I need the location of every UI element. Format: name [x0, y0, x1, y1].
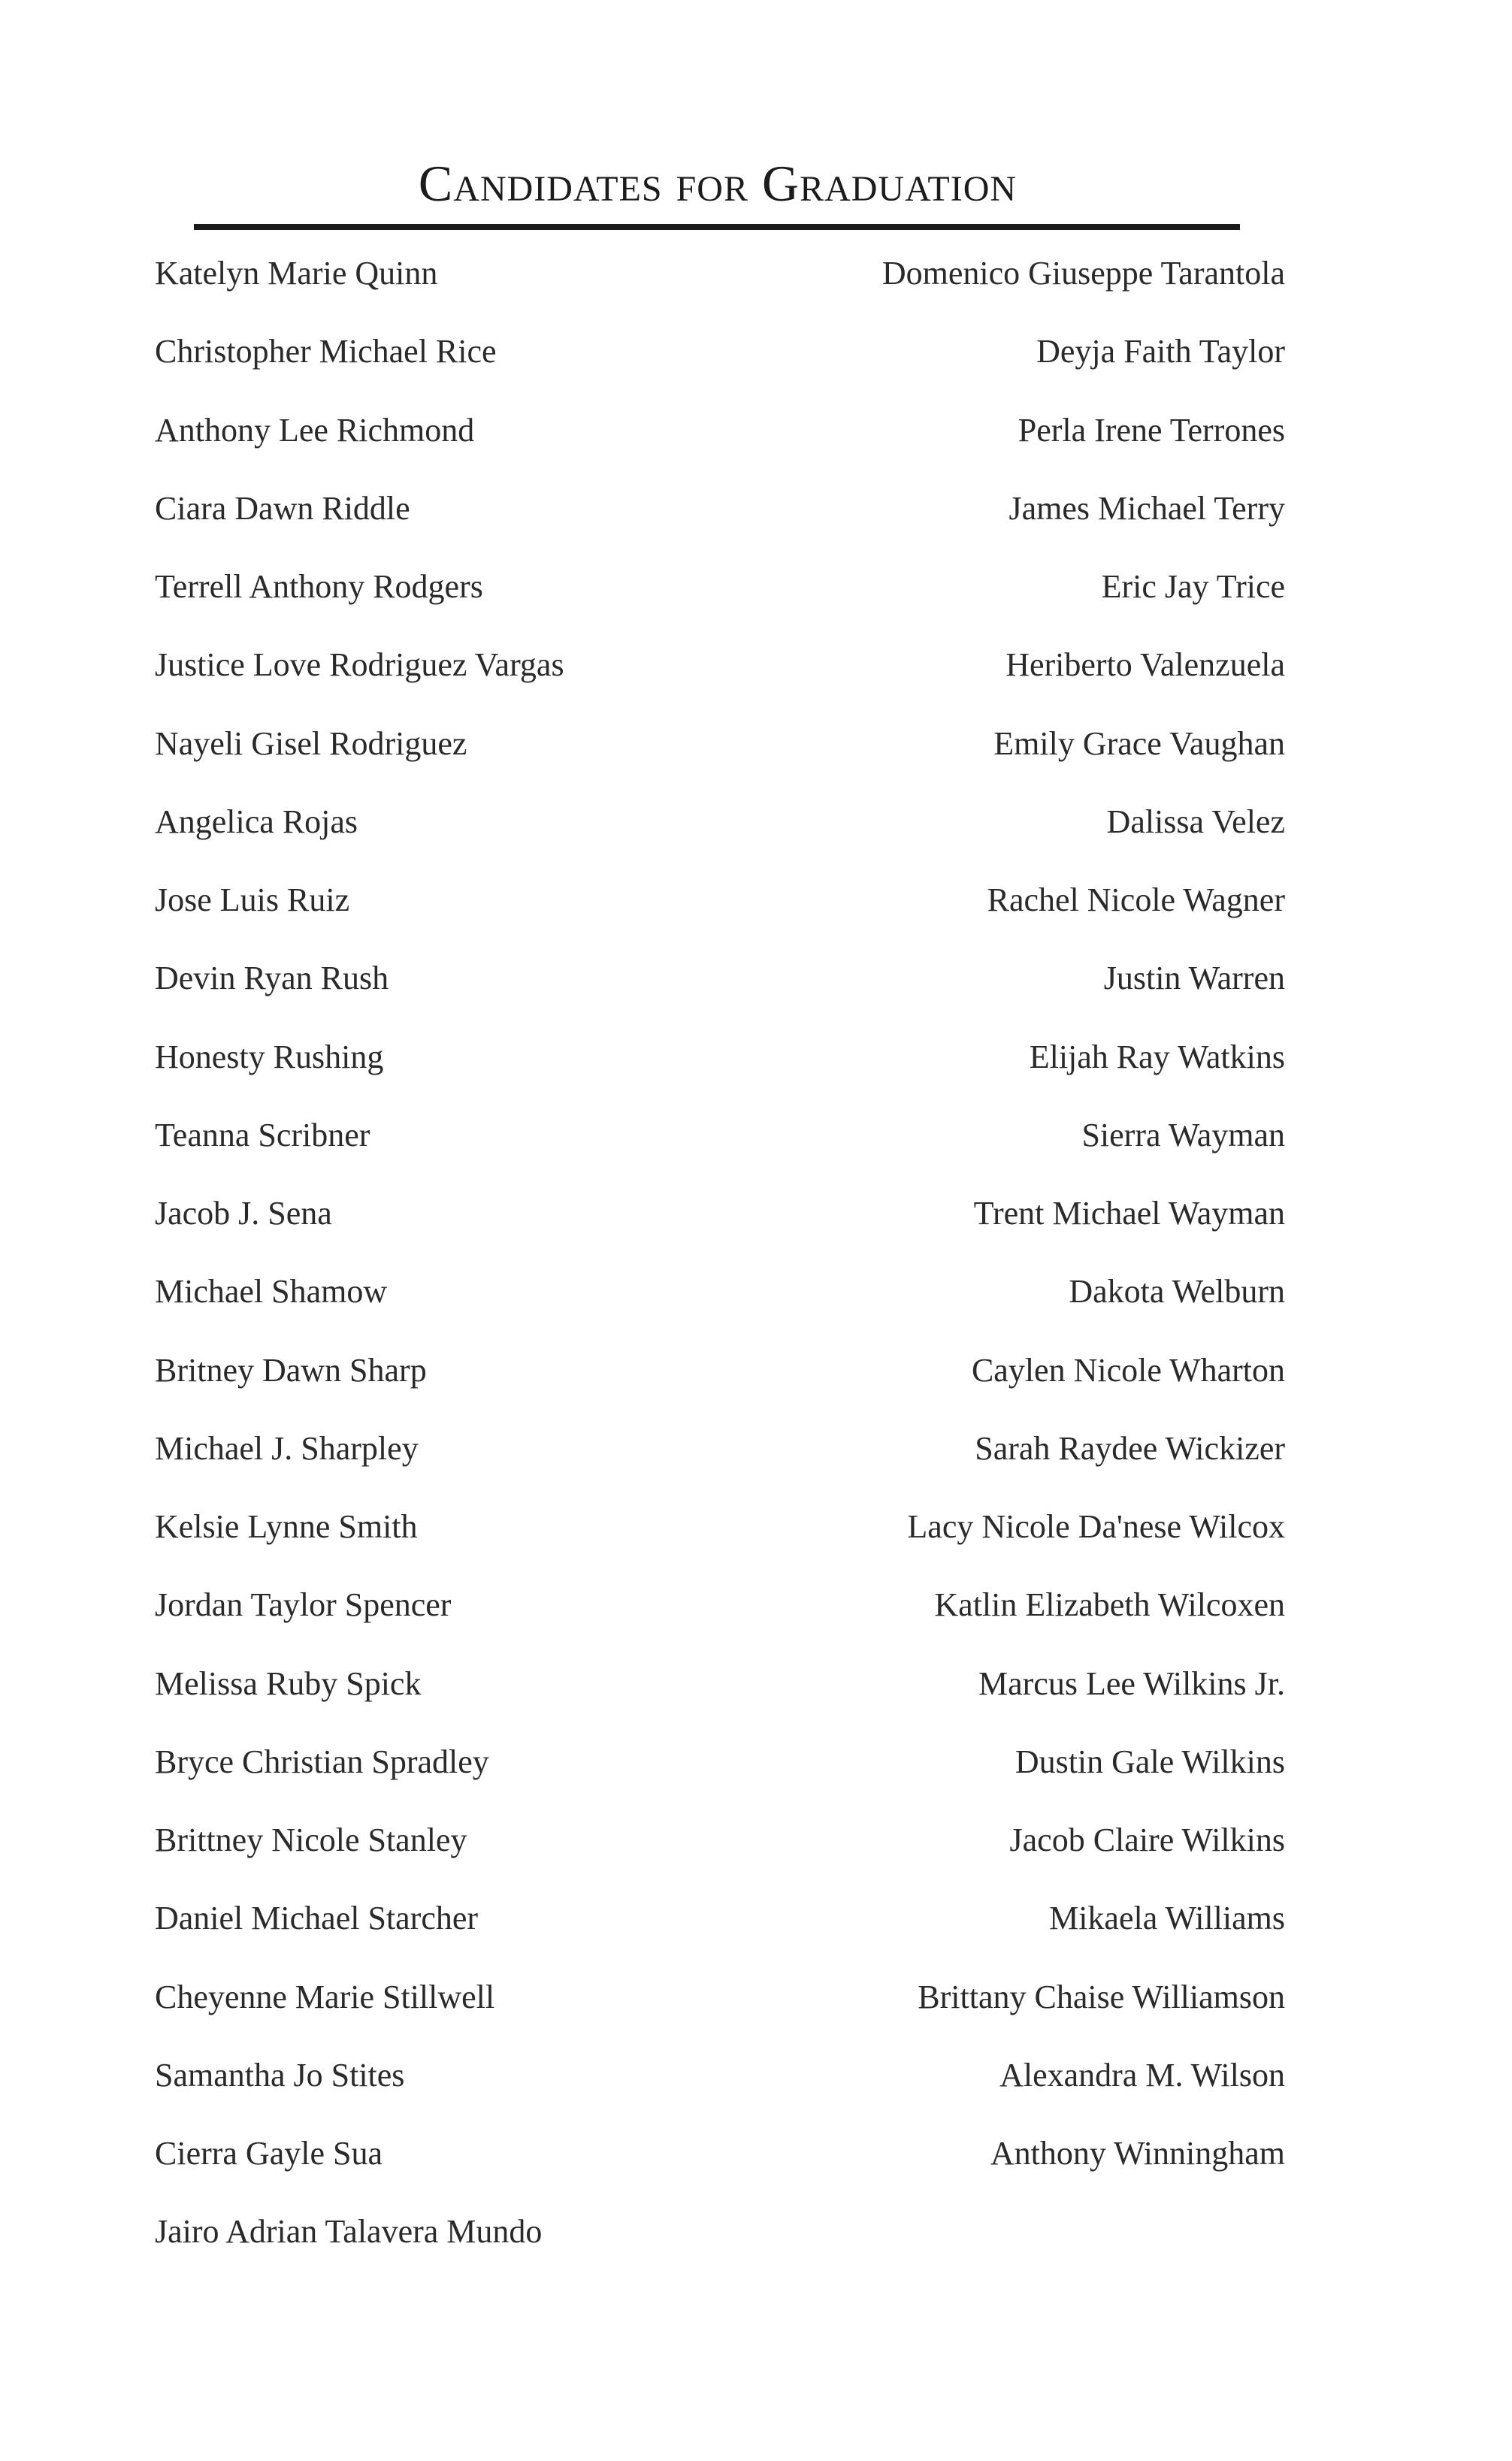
graduate-name: Marcus Lee Wilkins Jr.	[978, 1664, 1285, 1702]
graduate-name: Angelica Rojas	[155, 803, 358, 840]
graduate-name: Ciara Dawn Riddle	[155, 489, 410, 527]
graduate-name: Jacob Claire Wilkins	[1009, 1822, 1285, 1858]
graduate-name: Cierra Gayle Sua	[155, 2135, 383, 2172]
graduate-name: Anthony Lee Richmond	[155, 411, 475, 449]
graduate-name: Daniel Michael Starcher	[155, 1900, 479, 1937]
graduate-name: Justin Warren	[1103, 960, 1285, 997]
graduate-name: Samantha Jo Stites	[155, 2056, 405, 2094]
graduate-name: Michael J. Sharpley	[155, 1429, 419, 1467]
graduate-name: Trent Michael Wayman	[973, 1195, 1285, 1232]
graduate-name: Eric Jay Trice	[1101, 568, 1285, 605]
graduate-name: Christopher Michael Rice	[155, 333, 497, 370]
graduate-name: Dalissa Velez	[1106, 803, 1285, 840]
graduate-name: Kelsie Lynne Smith	[155, 1508, 418, 1545]
graduate-name: Katelyn Marie Quinn	[155, 255, 438, 292]
graduate-name: Bryce Christian Spradley	[155, 1743, 489, 1780]
graduate-name: Heriberto Valenzuela	[1005, 646, 1285, 684]
graduate-name: Justice Love Rodriguez Vargas	[155, 646, 564, 684]
graduate-name: Devin Ryan Rush	[155, 960, 389, 997]
graduate-name: Jairo Adrian Talavera Mundo	[155, 2213, 543, 2251]
graduate-name: Mikaela Williams	[1049, 1900, 1285, 1937]
graduate-name: Sierra Wayman	[1081, 1116, 1285, 1153]
graduate-name: Brittany Chaise Williamson	[918, 1978, 1285, 2015]
graduate-name: Jacob J. Sena	[155, 1195, 332, 1232]
graduate-name: Domenico Giuseppe Tarantola	[881, 255, 1285, 292]
graduate-name: Katlin Elizabeth Wilcoxen	[934, 1586, 1285, 1624]
graduate-name: Rachel Nicole Wagner	[987, 881, 1285, 918]
graduate-name: Jose Luis Ruiz	[155, 881, 350, 918]
graduate-name: Emily Grace Vaughan	[993, 724, 1285, 762]
page-title: Candidates for Graduation	[418, 155, 1018, 212]
graduate-name: Jordan Taylor Spencer	[155, 1586, 452, 1624]
graduate-name: Britney Dawn Sharp	[155, 1351, 427, 1389]
graduate-name: Cheyenne Marie Stillwell	[155, 1978, 495, 2015]
graduate-name: Teanna Scribner	[155, 1116, 370, 1153]
graduate-name: Honesty Rushing	[155, 1038, 384, 1075]
graduate-name: Elijah Ray Watkins	[1029, 1038, 1285, 1075]
graduate-name: Terrell Anthony Rodgers	[155, 568, 483, 605]
graduate-name: Deyja Faith Taylor	[1036, 333, 1285, 370]
graduate-name: Dustin Gale Wilkins	[1015, 1743, 1285, 1780]
graduate-name: Dakota Welburn	[1069, 1273, 1285, 1311]
graduate-name: Brittney Nicole Stanley	[155, 1822, 467, 1858]
title-rule	[194, 224, 1240, 230]
graduate-name: Caylen Nicole Wharton	[971, 1351, 1285, 1389]
graduate-name: Perla Irene Terrones	[1018, 411, 1285, 449]
left-name-column	[155, 251, 726, 2288]
graduate-name: Nayeli Gisel Rodriguez	[155, 724, 467, 762]
graduate-name: James Michael Terry	[1009, 489, 1285, 527]
graduate-name: Melissa Ruby Spick	[155, 1664, 422, 1702]
graduate-name: Lacy Nicole Da'nese Wilcox	[907, 1508, 1285, 1545]
graduate-name: Alexandra M. Wilson	[999, 2056, 1285, 2094]
graduate-name: Michael Shamow	[155, 1273, 388, 1311]
graduate-name: Sarah Raydee Wickizer	[975, 1429, 1285, 1467]
graduate-name: Anthony Winningham	[990, 2135, 1285, 2172]
right-name-column	[736, 251, 1285, 2209]
